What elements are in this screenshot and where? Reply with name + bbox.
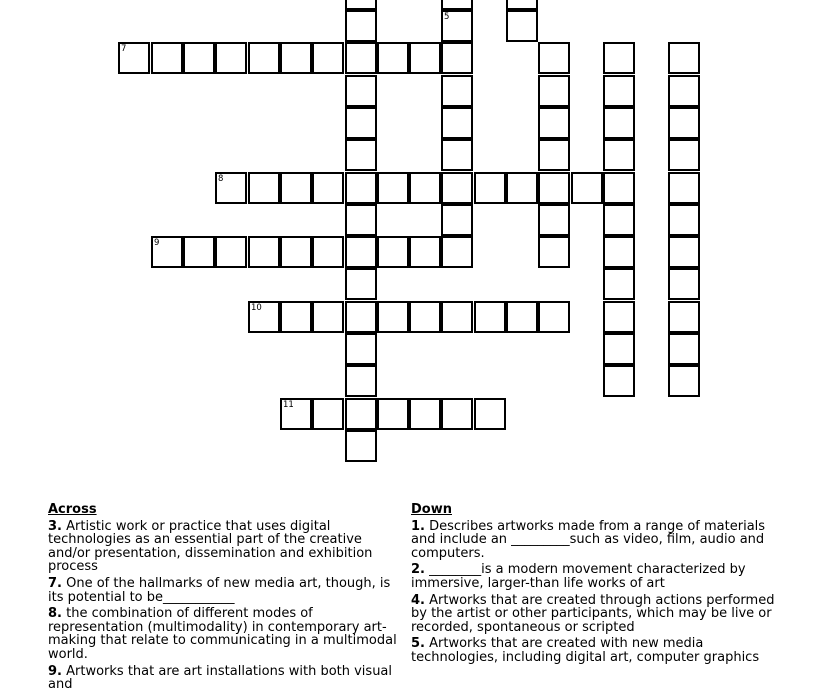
crossword-cell[interactable] — [538, 301, 570, 333]
clue-text: the combination of different modes of representation (multimodality) in contemporary art-making that relate to communicating in a multimodal world. — [48, 606, 397, 662]
crossword-cell[interactable] — [409, 172, 441, 204]
clue-number: 1. — [411, 518, 425, 534]
crossword-cell[interactable] — [183, 236, 215, 268]
crossword-cell[interactable] — [248, 301, 280, 333]
across-clue-8 — [48, 607, 404, 661]
crossword-cell[interactable] — [377, 42, 409, 74]
crossword-cell[interactable] — [603, 172, 635, 204]
crossword-cell[interactable] — [506, 301, 538, 333]
crossword-cell[interactable] — [345, 398, 377, 430]
crossword-cell[interactable] — [345, 333, 377, 365]
crossword-cell[interactable] — [571, 172, 603, 204]
crossword-cell[interactable] — [312, 42, 344, 74]
clue-text: Describes artworks made from a range of materials and include an _________such as video, film, audio and computers. — [411, 518, 766, 561]
crossword-cell[interactable] — [280, 236, 312, 268]
crossword-cell[interactable] — [345, 268, 377, 300]
clue-number: 7. — [48, 575, 62, 591]
crossword-cell[interactable] — [441, 75, 473, 107]
crossword-cell[interactable] — [345, 236, 377, 268]
crossword-cell[interactable] — [312, 398, 344, 430]
crossword-cell[interactable] — [151, 236, 183, 268]
crossword-cell[interactable] — [441, 107, 473, 139]
clue-text: Artworks that are created through actions performed by the artist or other participants, which may be live or recorded, spontaneous or scripted — [411, 592, 775, 635]
clue-number: 9. — [48, 663, 62, 679]
crossword-cell[interactable] — [409, 398, 441, 430]
crossword-cell[interactable] — [603, 268, 635, 300]
crossword-cell[interactable] — [603, 75, 635, 107]
crossword-cell[interactable] — [538, 75, 570, 107]
crossword-cell[interactable] — [603, 236, 635, 268]
crossword-cell[interactable] — [345, 172, 377, 204]
crossword-cell[interactable] — [345, 107, 377, 139]
crossword-cell[interactable] — [506, 172, 538, 204]
crossword-cell[interactable] — [312, 301, 344, 333]
crossword-cell[interactable] — [345, 75, 377, 107]
crossword-cell[interactable] — [345, 204, 377, 236]
crossword-cell[interactable] — [668, 139, 700, 171]
clue-number-label: 5 — [444, 12, 450, 22]
clue-text: Artworks that are art installations with both visual and — [48, 663, 393, 693]
crossword-cell[interactable] — [441, 10, 473, 42]
crossword-cell[interactable] — [441, 42, 473, 74]
clue-number-label: 8 — [218, 174, 224, 184]
down-clue-2 — [411, 563, 781, 590]
clue-text: Artistic work or practice that uses digital technologies as an essential part of the creative and/or presentation, dissemination and exhibition process — [48, 518, 373, 575]
crossword-cell[interactable] — [603, 42, 635, 74]
crossword-cell[interactable] — [506, 0, 538, 10]
down-clue-1 — [411, 520, 781, 561]
crossword-cell[interactable] — [603, 333, 635, 365]
crossword-cell[interactable] — [441, 204, 473, 236]
crossword-cell[interactable] — [668, 172, 700, 204]
crossword-cell[interactable] — [668, 365, 700, 397]
crossword-cell[interactable] — [248, 172, 280, 204]
crossword-cell[interactable] — [377, 398, 409, 430]
crossword-cell[interactable] — [668, 236, 700, 268]
down-clue-4 — [411, 594, 781, 635]
down-heading: Down — [411, 502, 452, 517]
crossword-cell[interactable] — [409, 236, 441, 268]
across-clue-3 — [48, 520, 404, 574]
crossword-cell[interactable] — [377, 172, 409, 204]
crossword-cell[interactable] — [345, 301, 377, 333]
crossword-cell[interactable] — [151, 42, 183, 74]
crossword-cell[interactable] — [668, 204, 700, 236]
clue-number: 3. — [48, 518, 62, 534]
crossword-cell[interactable] — [280, 172, 312, 204]
crossword-cell[interactable] — [118, 42, 150, 74]
crossword-cell[interactable] — [345, 0, 377, 10]
across-heading: Across — [48, 502, 97, 517]
down-clue-5 — [411, 637, 781, 664]
crossword-cell[interactable] — [441, 236, 473, 268]
crossword-cell[interactable] — [280, 301, 312, 333]
crossword-cell[interactable] — [409, 42, 441, 74]
crossword-cell[interactable] — [409, 301, 441, 333]
crossword-cell[interactable] — [345, 365, 377, 397]
crossword-cell[interactable] — [603, 107, 635, 139]
crossword-cell[interactable] — [280, 42, 312, 74]
crossword-cell[interactable] — [603, 139, 635, 171]
crossword-cell[interactable] — [441, 0, 473, 10]
clue-number: 4. — [411, 592, 425, 608]
crossword-cell[interactable] — [538, 204, 570, 236]
crossword-cell[interactable] — [668, 75, 700, 107]
crossword-cell[interactable] — [603, 301, 635, 333]
crossword-cell[interactable] — [345, 430, 377, 462]
crossword-cell[interactable] — [248, 236, 280, 268]
crossword-cell[interactable] — [506, 10, 538, 42]
crossword-cell[interactable] — [312, 172, 344, 204]
crossword-cell[interactable] — [603, 365, 635, 397]
crossword-cell[interactable] — [345, 42, 377, 74]
clue-number: 5. — [411, 636, 425, 652]
crossword-cell[interactable] — [538, 139, 570, 171]
crossword-cell[interactable] — [441, 172, 473, 204]
clue-text: Artworks that are created with new media technologies, including digital art, computer graphics — [411, 636, 760, 665]
crossword-cell[interactable] — [538, 42, 570, 74]
across-clue-7 — [48, 577, 404, 604]
crossword-cell[interactable] — [280, 398, 312, 430]
crossword-cell[interactable] — [538, 107, 570, 139]
crossword-cell[interactable] — [441, 301, 473, 333]
clue-number-label: 11 — [283, 400, 294, 410]
crossword-cell[interactable] — [603, 204, 635, 236]
crossword-cell[interactable] — [668, 42, 700, 74]
crossword-cell[interactable] — [215, 172, 247, 204]
crossword-cell[interactable] — [377, 236, 409, 268]
crossword-cell[interactable] — [183, 42, 215, 74]
crossword-cell[interactable] — [538, 172, 570, 204]
crossword-cell[interactable] — [441, 398, 473, 430]
clue-number-label: 9 — [154, 238, 160, 248]
across-clues — [48, 503, 404, 695]
clue-number-label: 10 — [251, 303, 262, 313]
crossword-cell[interactable] — [248, 42, 280, 74]
crossword-cell[interactable] — [668, 107, 700, 139]
down-clues — [411, 503, 781, 668]
crossword-cell[interactable] — [215, 42, 247, 74]
crossword-cell[interactable] — [345, 139, 377, 171]
crossword-cell[interactable] — [215, 236, 247, 268]
crossword-cell[interactable] — [668, 268, 700, 300]
crossword-cell[interactable] — [312, 236, 344, 268]
crossword-cell[interactable] — [377, 301, 409, 333]
crossword-cell[interactable] — [345, 10, 377, 42]
across-clue-9 — [48, 665, 404, 692]
crossword-cell[interactable] — [474, 301, 506, 333]
clue-text: ________is a modern movement characterized by immersive, larger-than life works of art — [411, 562, 746, 591]
clue-number: 2. — [411, 562, 425, 578]
crossword-cell[interactable] — [474, 172, 506, 204]
crossword-cell[interactable] — [474, 398, 506, 430]
clue-number: 8. — [48, 606, 62, 622]
crossword-cell[interactable] — [538, 236, 570, 268]
crossword-cell[interactable] — [668, 301, 700, 333]
crossword-cell[interactable] — [441, 139, 473, 171]
crossword-cell[interactable] — [668, 333, 700, 365]
clue-text: One of the hallmarks of new media art, though, is its potential to be___________ — [48, 575, 391, 605]
clue-number-label: 7 — [121, 44, 127, 54]
